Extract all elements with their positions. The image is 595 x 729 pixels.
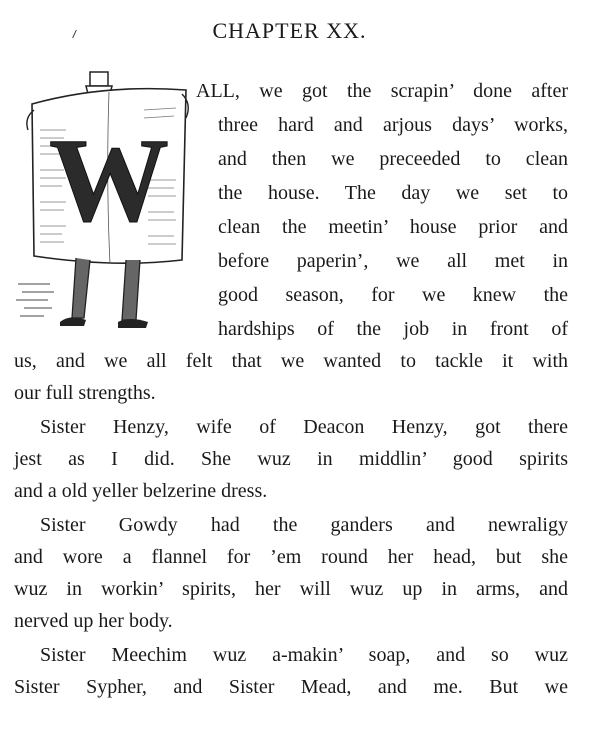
text-line: hardships of the job in front of — [218, 318, 568, 340]
text-line: wuz in workin’ spirits, her will wuz up in arms, and — [14, 578, 568, 600]
text-line: and wore a flannel for ’em round her head, but she — [14, 546, 568, 568]
text-line: good season, for we knew the — [218, 284, 568, 306]
text-line: our full strengths. — [14, 382, 156, 404]
text-line: and a old yeller belzerine dress. — [14, 480, 268, 502]
chapter-heading — [0, 18, 595, 44]
drop-cap-illustration — [14, 70, 194, 340]
paragraph-start-line: Sister Meechim wuz a-makin’ soap, and so wuz — [40, 644, 568, 666]
text-line: three hard and arjous days’ works, — [218, 114, 568, 136]
paragraph-start-line: Sister Henzy, wife of Deacon Henzy, got there — [40, 416, 568, 438]
chapter-heading-text: CHAPTER XX. — [212, 18, 367, 43]
paragraph-start-line: Sister Gowdy had the ganders and newraligy — [40, 514, 568, 536]
text-line: Sister Sypher, and Sister Mead, and me. But we — [14, 676, 568, 698]
text-line: clean the meetin’ house prior and — [218, 216, 568, 238]
text-line: ALL, we got the scrapin’ done after — [196, 80, 568, 102]
text-line: the house. The day we set to — [218, 182, 568, 204]
text-line: jest as I did. She wuz in middlin’ good spirits — [14, 448, 568, 470]
text-line: and then we preceeded to clean — [218, 148, 568, 170]
text-line: us, and we all felt that we wanted to tackle it with — [14, 350, 568, 372]
text-line: before paperin’, we all met in — [218, 250, 568, 272]
drop-cap-letter: W — [49, 113, 169, 246]
text-line: nerved up her body. — [14, 610, 173, 632]
